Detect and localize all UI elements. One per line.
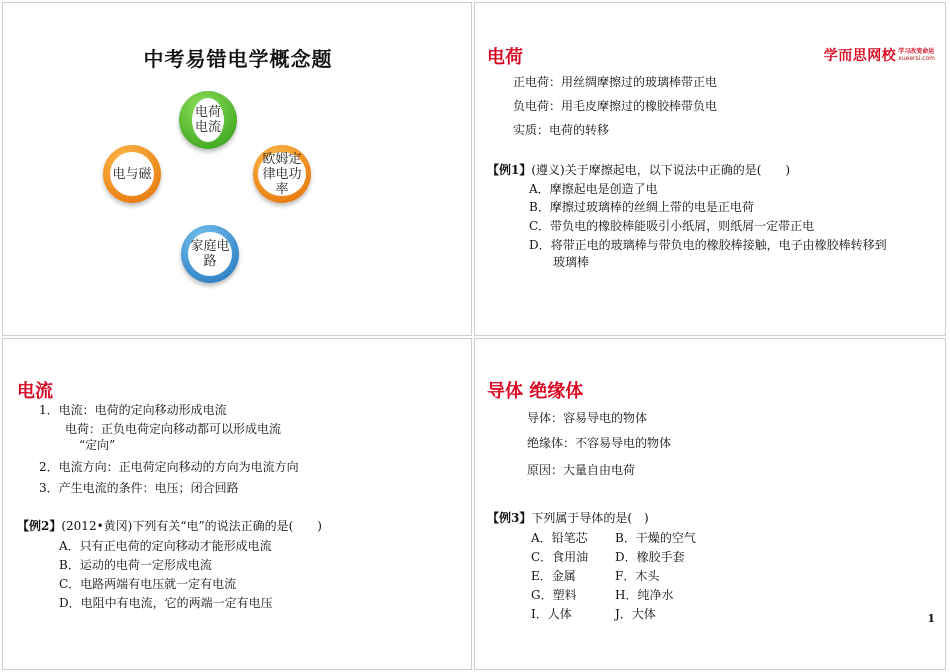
- option-h: H．纯净水: [615, 588, 674, 602]
- option-d: D．将带正电的玻璃棒与带负电的橡胶棒接触，电子由橡胶棒转移到: [529, 238, 887, 252]
- question-text: (遵义)关于摩擦起电，以下说法中正确的是( ): [531, 163, 791, 177]
- example-question: [17, 519, 322, 533]
- option-c: C．电路两端有电压就一定有电流: [59, 577, 237, 591]
- option-d: D．电阻中有电流，它的两端一定有电压: [59, 596, 273, 610]
- text-line: 3．产生电流的条件：电压；闭合回路: [39, 481, 239, 495]
- slide-conductor-insulator: [474, 338, 946, 670]
- option-f: F．木头: [615, 569, 660, 583]
- example-tag: 【例1】: [487, 163, 532, 177]
- option-j: J．大体: [615, 607, 656, 621]
- text-line: 1．电流：电荷的定向移动形成电流: [39, 403, 227, 417]
- option-b: B．干燥的空气: [615, 531, 696, 545]
- option-a: A．只有正电荷的定向移动才能形成电流: [59, 539, 272, 553]
- option-c: C．食用油: [531, 550, 589, 564]
- text-line: 正电荷：用丝绸摩擦过的玻璃棒带正电: [513, 75, 718, 89]
- main-title: 中考易错电学概念题: [143, 47, 333, 71]
- logo-url: xueersi.com: [898, 55, 935, 62]
- question-text: 下列属于导体的是( ): [531, 511, 649, 525]
- bubble-charge-current-label: 电荷电流: [192, 98, 224, 142]
- bubble-household-circuit[interactable]: [181, 225, 239, 283]
- text-line: 电荷：正负电荷定向移动都可以形成电流: [65, 422, 282, 436]
- option-a: A．摩擦起电是创造了电: [529, 182, 658, 196]
- option-c: C．带负电的橡胶棒能吸引小纸屑，则纸屑一定带正电: [529, 219, 815, 233]
- page-number: 1: [927, 612, 935, 625]
- text-line: 原因：大量自由电荷: [527, 463, 636, 477]
- option-b: B．摩擦过玻璃棒的丝绸上带的电是正电荷: [529, 200, 754, 214]
- option-a: A．铅笔芯: [531, 531, 588, 545]
- text-line: “定向”: [79, 438, 116, 452]
- slide-current: [2, 338, 472, 670]
- slide-title-overview: [2, 2, 472, 336]
- example-tag: 【例3】: [487, 511, 532, 525]
- slide-heading: 导体 绝缘体: [487, 381, 584, 402]
- slide-heading: 电流: [17, 381, 53, 402]
- text-line: 绝缘体：不容易导电的物体: [527, 436, 672, 450]
- bubble-ohm-power[interactable]: [253, 145, 311, 203]
- example-question: [487, 511, 649, 525]
- option-d: D．橡胶手套: [615, 550, 685, 564]
- text-line: 导体：容易导电的物体: [527, 411, 648, 425]
- bubble-household-label: 家庭电路: [188, 232, 232, 276]
- logo-text: 学而思网校: [823, 48, 897, 64]
- option-b: B．运动的电荷一定形成电流: [59, 558, 212, 572]
- option-g: G．塑料: [531, 588, 577, 602]
- option-i: I．人体: [531, 607, 572, 621]
- question-text: (2012•黄冈)下列有关“电”的说法正确的是( ): [61, 519, 322, 533]
- option-e: E．金属: [531, 569, 576, 583]
- bubble-electromagnetism-label: 电与磁: [110, 152, 154, 196]
- option-d-continued: 玻璃棒: [553, 255, 590, 269]
- example-tag: 【例2】: [17, 519, 62, 533]
- bubble-ohm-power-label: 欧姆定律电功率: [258, 152, 306, 196]
- bubble-electromagnetism[interactable]: [103, 145, 161, 203]
- example-question: [487, 163, 790, 177]
- text-line: 负电荷：用毛皮摩擦过的橡胶棒带负电: [513, 99, 718, 113]
- text-line: 2．电流方向：正电荷定向移动的方向为电流方向: [39, 460, 299, 474]
- text-line: 实质：电荷的转移: [513, 123, 610, 137]
- slide-heading: 电荷: [487, 47, 523, 68]
- slide-charge: [474, 2, 946, 336]
- brand-logo: [824, 45, 935, 65]
- logo-tagline: 学习改变命运: [898, 48, 935, 55]
- bubble-charge-current[interactable]: [179, 91, 237, 149]
